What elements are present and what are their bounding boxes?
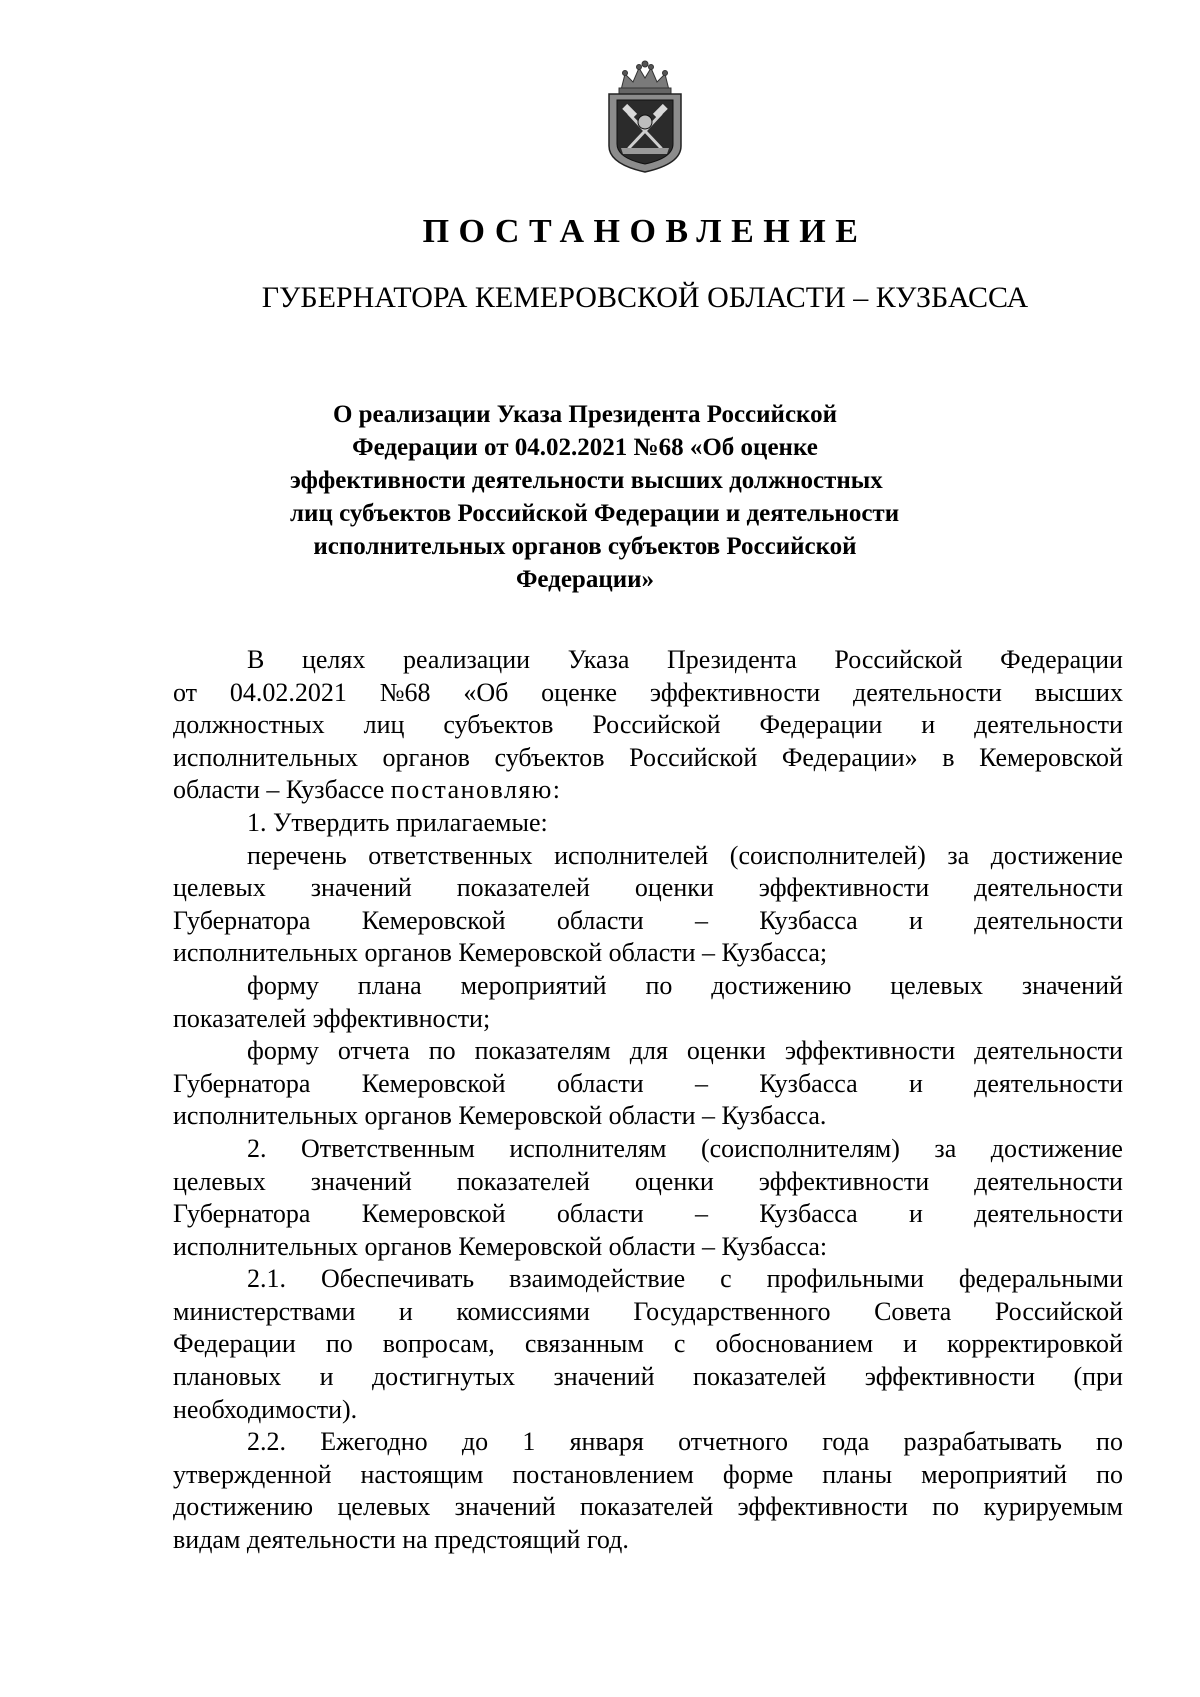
word: эффективности xyxy=(758,873,930,903)
word: оценки xyxy=(634,1166,714,1196)
word: целевых xyxy=(890,970,983,1000)
word: Государственного xyxy=(633,1296,831,1326)
approved-list-item-a xyxy=(173,840,1123,970)
word: «Об xyxy=(463,677,509,707)
word: до xyxy=(461,1427,489,1457)
word: деятельности xyxy=(974,905,1123,935)
title-line: эффективности деятельности высших должностных xyxy=(290,467,883,494)
word: исполнителей xyxy=(554,840,709,870)
word: эффективности xyxy=(864,1362,1035,1392)
word: показателям xyxy=(474,1036,611,1066)
approved-list-item-b xyxy=(173,970,1123,1035)
word: (соисполнителей) xyxy=(729,840,926,870)
word: лиц xyxy=(363,710,405,740)
word: и xyxy=(908,1199,923,1229)
word: области xyxy=(556,1199,644,1229)
item-2-2-line xyxy=(173,1491,1123,1524)
word: деятельности xyxy=(974,1036,1123,1066)
title-line: исполнительных органов субъектов Российской xyxy=(313,533,857,560)
word: Губернатора xyxy=(173,1068,311,1098)
word: по xyxy=(428,1036,456,1066)
word: утвержденной xyxy=(173,1459,332,1489)
word: и xyxy=(903,1329,918,1359)
word: №68 xyxy=(379,677,431,707)
word: достижению xyxy=(711,970,852,1000)
word: Российской xyxy=(994,1296,1123,1326)
item-2-2-line xyxy=(173,1426,1123,1459)
item-2-2-line: видам деятельности на предстоящий год. xyxy=(173,1525,629,1555)
title-line: лиц субъектов Российской Федерации и деятельности xyxy=(290,500,900,527)
word: плана xyxy=(357,970,422,1000)
word: корректировкой xyxy=(947,1329,1123,1359)
word: Федерации xyxy=(173,1329,296,1359)
word: должностных xyxy=(173,710,325,740)
word: профильными xyxy=(766,1264,924,1294)
word: показателей xyxy=(580,1492,714,1522)
word: и xyxy=(908,905,923,935)
word: мероприятий xyxy=(921,1459,1068,1489)
item-2-line: исполнительных органов Кемеровской области – Кузбасса: xyxy=(173,1231,828,1261)
word: Федерации» xyxy=(781,742,918,772)
item-2-1 xyxy=(173,1263,1123,1426)
preamble-line xyxy=(173,677,1123,710)
word: форму xyxy=(247,970,319,1000)
word: с xyxy=(673,1329,686,1359)
word: форме xyxy=(722,1459,794,1489)
item-2-1-line: необходимости). xyxy=(173,1394,358,1424)
title-line: О реализации Указа Президента Российской xyxy=(332,401,838,428)
item-2-1-line xyxy=(173,1361,1123,1394)
word: Кузбасса xyxy=(759,905,858,935)
word: связанным xyxy=(524,1329,644,1359)
word: министерствами xyxy=(173,1296,356,1326)
word: показателей xyxy=(456,873,590,903)
word: вопросам, xyxy=(382,1329,495,1359)
preamble-line xyxy=(173,644,1123,677)
word: отчетного xyxy=(678,1427,789,1457)
word: января xyxy=(569,1427,644,1457)
word: оценки xyxy=(634,873,714,903)
list-c-line xyxy=(173,1068,1123,1101)
word: отчета xyxy=(337,1036,410,1066)
word: Кузбасса xyxy=(759,1068,858,1098)
word: ответственных xyxy=(368,840,533,870)
word: форму xyxy=(247,1036,319,1066)
word: исполнительных xyxy=(173,742,358,772)
word: Ответственным xyxy=(301,1133,475,1163)
word: оценке xyxy=(541,677,618,707)
word: достигнутых xyxy=(371,1362,516,1392)
kemerovo-coat-of-arms-icon xyxy=(599,60,691,176)
list-a-line xyxy=(173,872,1123,905)
word: и xyxy=(398,1296,413,1326)
item-2 xyxy=(173,1133,1123,1263)
list-c-line xyxy=(173,1035,1123,1068)
word: 2.2. xyxy=(247,1427,286,1457)
word: постановлением xyxy=(512,1459,694,1489)
word: плановых xyxy=(173,1362,282,1392)
word: значений xyxy=(454,1492,556,1522)
item-2-2-line xyxy=(173,1459,1123,1492)
word: значений xyxy=(310,1166,412,1196)
word: целях xyxy=(301,645,366,674)
list-a-line xyxy=(173,905,1123,938)
word: эффективности xyxy=(649,677,821,707)
word: 04.02.2021 xyxy=(229,677,347,707)
word: эффективности xyxy=(784,1036,956,1066)
preamble-line xyxy=(173,742,1123,775)
word: и xyxy=(319,1362,334,1392)
item-2-1-line xyxy=(173,1328,1123,1361)
word: Губернатора xyxy=(173,905,311,935)
word: Губернатора xyxy=(173,1199,311,1229)
word: – xyxy=(695,1068,709,1098)
word: Российской xyxy=(592,710,721,740)
word: по xyxy=(645,970,673,1000)
list-a-line: исполнительных органов Кемеровской области – Кузбасса; xyxy=(173,938,828,968)
word: Ежегодно xyxy=(320,1427,428,1457)
word: мероприятий xyxy=(460,970,607,1000)
word: Кемеровской xyxy=(979,742,1123,772)
preamble-line xyxy=(173,709,1123,742)
word: (при xyxy=(1073,1362,1123,1392)
word: исполнителям xyxy=(509,1133,667,1163)
word: органов xyxy=(382,742,470,772)
word: планы xyxy=(822,1459,893,1489)
word: целевых xyxy=(173,873,266,903)
word: – xyxy=(695,905,709,935)
word: комиссиями xyxy=(456,1296,590,1326)
word: значений xyxy=(1021,970,1123,1000)
word: обоснованием xyxy=(715,1329,874,1359)
word: по xyxy=(1096,1459,1123,1489)
word: высших xyxy=(1034,677,1123,707)
word: деятельности xyxy=(853,677,1002,707)
word: деятельности xyxy=(974,1068,1123,1098)
word: деятельности xyxy=(974,873,1123,903)
item-2-line xyxy=(173,1133,1123,1166)
word: В xyxy=(247,645,265,674)
word: за xyxy=(934,1133,957,1163)
word: в xyxy=(942,742,955,772)
word: года xyxy=(822,1427,870,1457)
word: Обеспечивать xyxy=(320,1264,475,1294)
word: за xyxy=(947,840,970,870)
item-2-2 xyxy=(173,1426,1123,1556)
word: деятельности xyxy=(974,1199,1123,1229)
word: 2. xyxy=(247,1133,267,1163)
word: показателей xyxy=(693,1362,827,1392)
word: субъектов xyxy=(494,742,605,772)
approved-list-item-c xyxy=(173,1035,1123,1133)
list-c-line: исполнительных органов Кемеровской области – Кузбасса. xyxy=(173,1101,827,1131)
word: значений xyxy=(553,1362,655,1392)
word: с xyxy=(720,1264,732,1294)
item-2-1-line xyxy=(173,1263,1123,1296)
word: Совета xyxy=(874,1296,952,1326)
word: федеральными xyxy=(958,1264,1123,1294)
word: Президента xyxy=(667,645,797,674)
item-1: 1. Утвердить прилагаемые: xyxy=(247,807,548,837)
word: эффективности xyxy=(758,1166,930,1196)
word: реализации xyxy=(402,645,531,674)
word: области xyxy=(556,905,644,935)
word: настоящим xyxy=(360,1459,484,1489)
word: 1 xyxy=(522,1427,536,1457)
document-body xyxy=(173,644,1123,1557)
item-2-line xyxy=(173,1166,1123,1199)
word: по xyxy=(325,1329,353,1359)
word: Кузбасса xyxy=(759,1199,858,1229)
preamble-paragraph xyxy=(173,644,1123,807)
list-a-line xyxy=(173,840,1123,873)
word: курируемым xyxy=(983,1492,1123,1522)
item-2-line xyxy=(173,1198,1123,1231)
word: эффективности xyxy=(737,1492,908,1522)
word: субъектов xyxy=(443,710,554,740)
word: оценки xyxy=(686,1036,766,1066)
word: целевых xyxy=(337,1492,431,1522)
title-line: Федерации от 04.02.2021 №68 «Об оценке xyxy=(352,434,818,461)
issuer-heading: ГУБЕРНАТОРА КЕМЕРОВСКОЙ ОБЛАСТИ – КУЗБАССА xyxy=(261,281,1029,314)
word: области xyxy=(556,1068,644,1098)
word: для xyxy=(629,1036,668,1066)
word: Российской xyxy=(629,742,758,772)
word: деятельности xyxy=(974,710,1123,740)
word: значений xyxy=(310,873,412,903)
word: достижение xyxy=(990,840,1123,870)
word: и xyxy=(921,710,936,740)
word: и xyxy=(908,1068,923,1098)
title-line: Федерации» xyxy=(515,566,655,593)
word: (соисполнителям) xyxy=(700,1133,900,1163)
word: перечень xyxy=(247,840,347,870)
word: Кемеровской xyxy=(361,1199,506,1229)
word: деятельности xyxy=(974,1166,1123,1196)
list-b-line xyxy=(173,970,1123,1003)
document-title xyxy=(290,398,900,596)
item-2-1-line xyxy=(173,1296,1123,1329)
word: Российской xyxy=(834,645,963,674)
word: по xyxy=(1096,1427,1123,1457)
resolution-word: постановляю: xyxy=(390,775,562,805)
list-b-line: показателей эффективности; xyxy=(173,1003,491,1033)
word: достижению xyxy=(173,1492,314,1522)
word: по xyxy=(932,1492,960,1522)
word: показателей xyxy=(456,1166,590,1196)
document-type-heading: ПОСТАНОВЛЕНИЕ xyxy=(422,213,868,250)
preamble-line xyxy=(173,774,1123,807)
word: Указа xyxy=(567,645,630,674)
word: взаимодействие xyxy=(509,1264,686,1294)
word: Кемеровской xyxy=(361,905,506,935)
word: разрабатывать xyxy=(903,1427,1062,1457)
word: – xyxy=(695,1199,709,1229)
preamble-text: области – Кузбассе xyxy=(173,775,385,805)
word: целевых xyxy=(173,1166,266,1196)
word: от xyxy=(173,677,198,707)
word: достижение xyxy=(990,1133,1123,1163)
word: 2.1. xyxy=(247,1264,286,1294)
word: Федерации xyxy=(1000,645,1123,674)
word: Федерации xyxy=(759,710,883,740)
word: Кемеровской xyxy=(361,1068,506,1098)
